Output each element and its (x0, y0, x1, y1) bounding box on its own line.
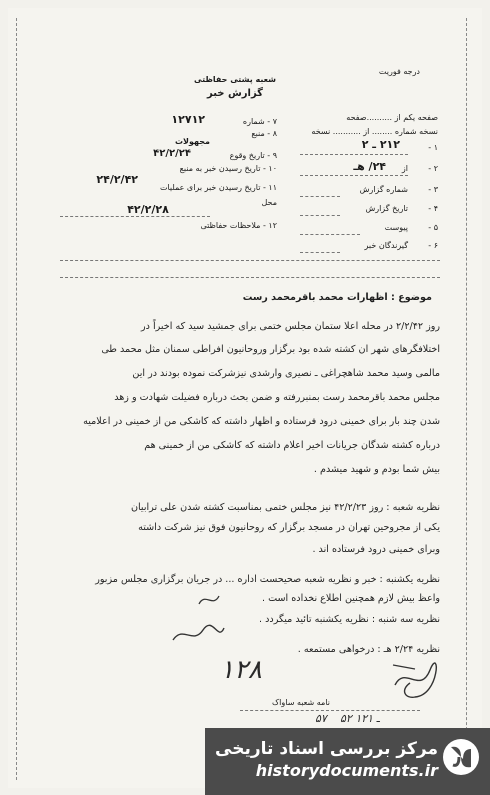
header-separator-2 (60, 277, 440, 278)
left-field-12-label: ۱۲ - ملاحظات حفاظتی (200, 221, 277, 230)
field-5-num: ۵ - (428, 223, 438, 232)
initials-signature (168, 620, 228, 650)
field-3-line (300, 196, 340, 197)
field-2-line (300, 175, 408, 176)
body-line: مالمی وسید محمد شاهچراغی ـ نصیری وارشدی نیزشرکت نموده بودند در این (132, 368, 440, 379)
body-line: روز ۲/۲/۴۲ در محله اعلا ستمان مجلس ختمی برای جمشید سید که اخیراً در (141, 321, 440, 332)
sign-label: نامه شعبه ساواک (272, 698, 330, 707)
archive-url: historydocuments.ir (255, 761, 438, 780)
right-margin-line (466, 18, 467, 780)
field-1-line (300, 154, 408, 155)
body-line: اختلافگرهای شهر ان کشته شده بود برگزار وروحانیون افراطی سمنان مثل محمد طی (101, 344, 440, 355)
left-field-line (60, 216, 210, 217)
body-line: شدن چند بار برای خمینی درود فرستاده و اظهار داشته که کاشکی من از خمینی در اعلامیه (83, 416, 440, 427)
final-note: نظریه ۲/۲۴ هـ : درخواهی مستمعه . (297, 644, 440, 655)
opinion-line: یکی از مجروحین تهران در مسجد برگزار که روحانیون فوق نیز شرکت داشته (138, 522, 440, 533)
opinion-line: واعظ بیش لازم همچنین اطلاع نخداده است . (262, 593, 440, 604)
archive-logo-icon (441, 737, 481, 777)
bottom-code-2: ۵۷ (315, 712, 327, 725)
opinion-line: نظریه شعبه : روز ۴۲/۲/۲۳ نیز مجلس ختمی بمناسبت کشته شدن علی ترابیان (130, 502, 440, 513)
report-title: گزارش خبر (206, 88, 263, 99)
tuesday-opinion: نظریه سه شنبه : نظریه یکشنبه تائید میگردد . (259, 614, 440, 625)
left-field-8-value: مجهولات (174, 137, 210, 146)
field-3-label: شماره گزارش (359, 185, 408, 194)
field-6-line (300, 252, 340, 253)
field-3-num: ۳ - (428, 185, 438, 194)
field-2-num: ۲ - (428, 164, 438, 173)
opinion-line: وبرای خمینی درود فرستاده اند . (312, 544, 440, 555)
left-field-8-label: ۸ - منبع (251, 129, 277, 138)
signature-line (240, 710, 420, 711)
bottom-code: ۵۲ ـ ۱۲۱ (340, 712, 380, 725)
handwritten-number: ۱۲۸ (220, 655, 262, 685)
org-unit: شعبه پشتی حفاظتی (194, 75, 276, 84)
header-separator (60, 260, 440, 261)
field-6-num: ۶ - (428, 241, 438, 250)
signature-scrawl (385, 655, 445, 705)
left-field-11-label: ۱۱ - تاریخ رسیدن خبر برای عملیات (159, 183, 277, 192)
page-info: صفحه یکم از ..........صفحه (346, 113, 438, 122)
left-field-7-value: ۱۲۷۱۲ (171, 113, 205, 126)
left-side-number: ۲۴/۲/۴۲ (96, 173, 138, 186)
body-line: مجلس محمد باقرمحمد رست بمنبررفته و ضمن بحث درباره فضیلت شهادت و زهد (114, 392, 440, 403)
subject-line: موضوع : اظهارات محمد باقرمحمد رست (242, 292, 432, 303)
field-2-label: از (401, 164, 408, 173)
field-4-label: تاریخ گزارش (365, 204, 408, 213)
field-4-line (300, 215, 340, 216)
copy-info: نسخه شماره ........ از ........... نسخه (311, 127, 438, 136)
body-line: بیش شما بودم و شهید میشدم . (313, 464, 440, 475)
urgency-label: درجه فوریت (378, 67, 420, 76)
opinion-line: نظریه یکشنبه : خبر و نظریه شعبه صحیحست اداره ... در جریان برگزاری مجلس مزبور (95, 574, 440, 585)
field-2-value: ۲۴/ هـ (353, 160, 386, 173)
handwritten-date: ۴۲/۲/۲۸ (127, 203, 169, 216)
left-field-7-label: ۷ - شماره (242, 117, 277, 126)
left-field-location-label: محل (261, 198, 277, 207)
field-1-num: ۱ - (428, 143, 438, 152)
field-6-label: گیرندگان خبر (364, 241, 408, 250)
field-4-num: ۴ - (428, 204, 438, 213)
left-field-10-label: ۱۰ - تاریخ رسیدن خبر به منبع (179, 164, 277, 173)
body-line: درباره کشته شدگان جریانات اخیر اعلام داشته که کاشکی من از خمینی هم (144, 440, 440, 451)
field-5-label: پیوست (384, 223, 408, 232)
field-5-line (300, 234, 360, 235)
archive-name: مرکز بررسی اسناد تاریخی (215, 739, 438, 759)
left-field-9-label: ۹ - تاریخ وقوع (229, 151, 277, 160)
field-1-value: ۲۱۲ ـ ۲ (361, 138, 400, 151)
small-mark (195, 590, 225, 610)
left-field-9-value: ۴۲/۲/۲۴ (153, 148, 191, 159)
left-margin-line (16, 18, 17, 780)
